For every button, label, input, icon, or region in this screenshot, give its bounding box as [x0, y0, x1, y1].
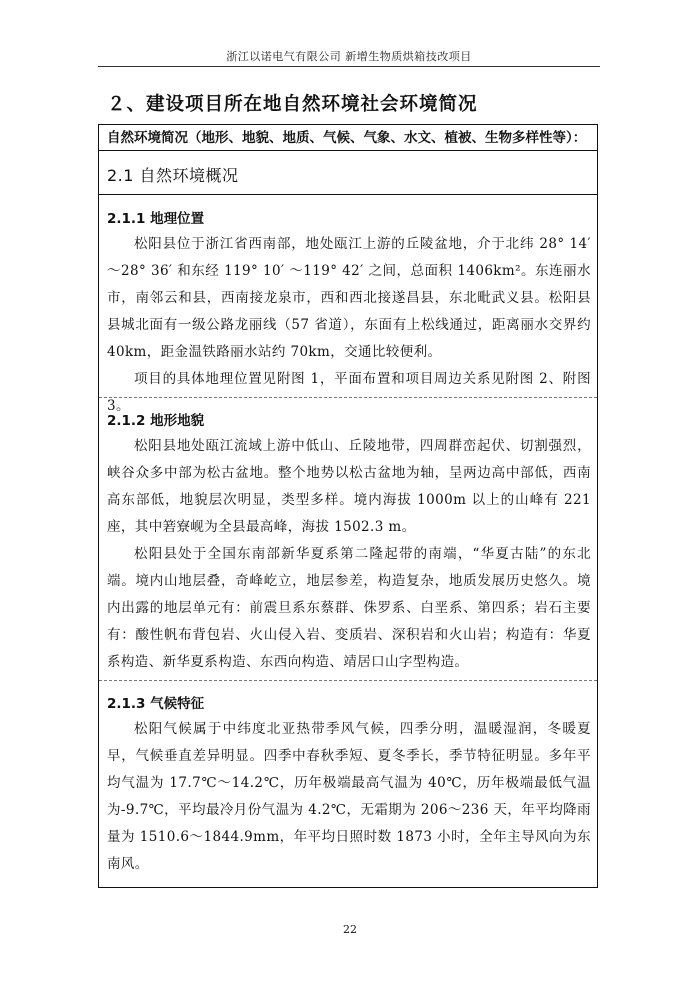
heading-climate: 2.1.3 气候特征 [107, 696, 205, 712]
paragraph-terrain: 松阳县地处瓯江流域上游中低山、丘陵地带，四周群峦起伏、切割强烈，峡谷众多中部为松古盆地。整个地势以松古盆地为轴，呈两边高中部低，西南高东部低，地貌层次明显，类型多样。境内海拔 1000m 以上的山峰有 221 座，其中箬寮岘为全县最高峰，海拔 1502.3 m。 [107, 438, 591, 535]
header-rule [98, 66, 600, 67]
box-heading: 自然环境简况（地形、地貌、地质、气候、气象、水文、植被、生物多样性等）： [99, 125, 597, 151]
paragraph-climate: 松阳气候属于中纬度北亚热带季风气候，四季分明，温暖湿润，冬暖夏早，气候垂直差异明显。四季中春秋季短、夏冬季长，季节特征明显。多年平均气温为 17.7℃～14.2℃，历年极端最高气温为 40℃，历年极端最低气温为-9.7℃，平均最冷月份气温为 4.2℃，无霜期为 206～236 天，年平均降雨量为 1510.6～1844.9mm，年平均日照时数 1873 小时，全年主导风向为东南风。 [107, 721, 591, 872]
content-box [98, 124, 598, 888]
heading-natural-environment: 2.1 自然环境概况 [107, 166, 239, 185]
section-title: ２、建设项目所在地自然环境社会环境简况 [107, 94, 478, 115]
page-header: 浙江以诺电气有限公司 新增生物质烘箱技改项目 [226, 50, 472, 63]
paragraph-geology: 松阳县处于全国东南部新华夏系第二隆起带的南端，“华夏古陆”的东北端。境内山地层叠，奇峰屹立，地层参差，构造复杂，地质发展历史悠久。境内出露的地层单元有：前震旦系东蔡群、侏罗系、白垩系、第四系；岩石主要有：酸性帆布背包岩、火山侵入岩、变质岩、深积岩和火山岩；构造有：华夏系构造、新华夏系构造、东西向构造、靖居口山字型构造。 [107, 546, 591, 670]
heading-terrain: 2.1.2 地形地貌 [107, 413, 205, 429]
page-number: 22 [343, 923, 357, 936]
paragraph-location-figures: 项目的具体地理位置见附图 1，平面布置和项目周边关系见附图 2、附图 3。 [107, 371, 591, 414]
paragraph-location: 松阳县位于浙江省西南部，地处瓯江上游的丘陵盆地，介于北纬 28° 14′ ～28° 36′ 和东经 119° 10′ ～119° 42′ 之间，总面积 1406km²。东连丽水市，南邻云和县，西南接龙泉市，西和西北接遂昌县，东北毗武义县。松阳县县城北面有一级公路龙丽线（57 省道），东面有上松线通过，距离丽水交界约 40km，距金温铁路丽水站约 70km，交通比较便利。 [107, 236, 591, 360]
divider [99, 397, 597, 398]
heading-geographic-location: 2.1.1 地理位置 [107, 211, 205, 227]
divider [99, 680, 597, 681]
divider [99, 194, 597, 195]
